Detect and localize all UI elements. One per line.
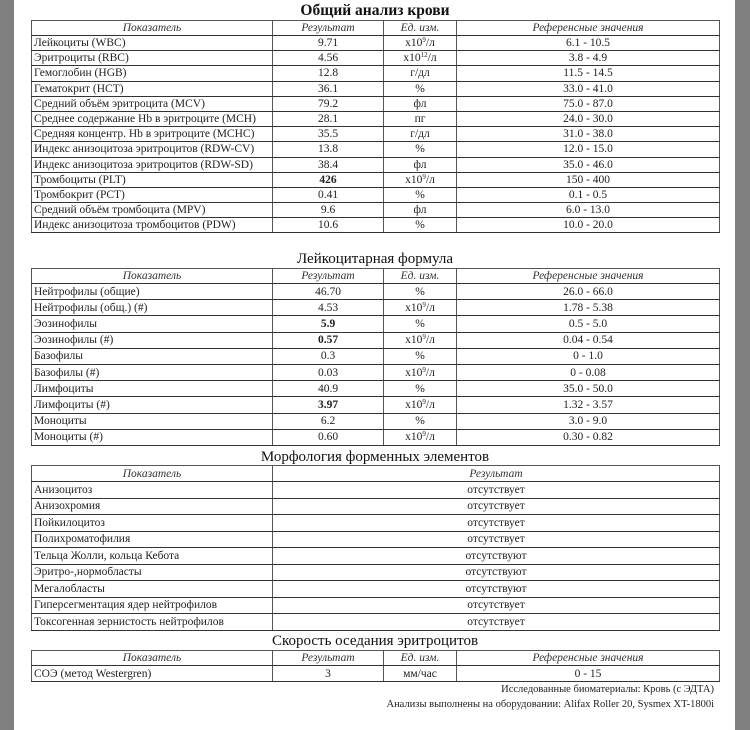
reference-range: 0 - 1.0 [457, 348, 720, 364]
reference-range: 3.8 - 4.9 [457, 51, 720, 66]
unit-cell [384, 172, 457, 187]
unit-base: x10 [405, 431, 423, 444]
morphology-table [31, 465, 720, 631]
unit-cell [384, 111, 457, 126]
unit-exponent: 9 [422, 333, 426, 342]
unit-cell [384, 203, 457, 218]
reference-range: 0.30 - 0.82 [457, 429, 720, 445]
unit-cell [384, 381, 457, 397]
indicator-name: Эритроциты (RBC) [32, 51, 273, 66]
unit-cell [384, 348, 457, 364]
unit-base: мм/час [403, 667, 437, 680]
unit-cell [384, 284, 457, 300]
unit-tail: /л [425, 398, 435, 411]
reference-range: 35.0 - 50.0 [457, 381, 720, 397]
unit-tail: /л [425, 37, 435, 50]
unit-cell [384, 332, 457, 348]
unit-base: фл [413, 204, 427, 217]
result-value: отсутствуют [273, 564, 720, 581]
table-row [32, 157, 720, 172]
unit-exponent: 9 [422, 430, 426, 439]
unit-cell [384, 300, 457, 316]
section-title-leukocyte-formula: Лейкоцитарная формула [296, 251, 454, 267]
unit-base: x10 [405, 37, 423, 50]
unit-base: фл [413, 97, 427, 110]
indicator-name: Средняя концентр. Hb в эритроците (MCHC) [32, 127, 273, 142]
unit-base: x10 [405, 398, 423, 411]
header-result: Результат [273, 21, 384, 36]
table-row [32, 381, 720, 397]
section-title-esr: Скорость оседания эритроцитов [271, 633, 479, 649]
header-unit: Ед. изм. [384, 651, 457, 666]
unit-exponent: 9 [422, 300, 426, 309]
indicator-name: Тромбокрит (PCT) [32, 187, 273, 202]
header-indicator: Показатель [32, 651, 273, 666]
result-value: 0.3 [273, 348, 384, 364]
footer-biomaterial: Исследованные биоматериалы: Кровь (с ЭДТА) [501, 684, 714, 695]
header-reference: Референсные значения [457, 269, 720, 284]
unit-cell [384, 81, 457, 96]
reference-range: 12.0 - 15.0 [457, 142, 720, 157]
unit-base: x10 [405, 334, 423, 347]
unit-tail: /л [425, 431, 435, 444]
header-reference: Референсные значения [457, 651, 720, 666]
table-row [32, 218, 720, 233]
table-row [32, 142, 720, 157]
result-value: 13.8 [273, 142, 384, 157]
header-indicator: Показатель [32, 21, 273, 36]
unit-base: % [415, 285, 425, 298]
result-value: 426 [273, 172, 384, 187]
header-result: Результат [273, 651, 384, 666]
indicator-name: Анизоцитоз [32, 482, 273, 499]
unit-base: % [415, 219, 425, 232]
indicator-name: Базофилы (#) [32, 364, 273, 380]
unit-base: г/дл [410, 128, 430, 141]
viewer-left-gutter [0, 0, 14, 730]
unit-tail: /л [427, 52, 437, 65]
unit-base: x10 [403, 52, 421, 65]
table-row [32, 614, 720, 631]
unit-cell [384, 96, 457, 111]
indicator-name: Гемоглобин (HGB) [32, 66, 273, 81]
table-row [32, 364, 720, 380]
table-row [32, 81, 720, 96]
unit-tail: /л [425, 173, 435, 186]
result-value: отсутствует [273, 498, 720, 515]
unit-base: г/дл [410, 67, 430, 80]
unit-cell [384, 397, 457, 413]
reference-range: 0 - 15 [457, 666, 720, 682]
unit-base: % [415, 350, 425, 363]
indicator-name: Токсогенная зернистость нейтрофилов [32, 614, 273, 631]
unit-tail: /л [425, 334, 435, 347]
table-row [32, 36, 720, 51]
reference-range: 0.04 - 0.54 [457, 332, 720, 348]
unit-base: % [415, 317, 425, 330]
indicator-name: Анизохромия [32, 498, 273, 515]
indicator-name: Полихроматофилия [32, 531, 273, 548]
indicator-name: Моноциты (#) [32, 429, 273, 445]
unit-cell [384, 666, 457, 682]
table-row [32, 284, 720, 300]
reference-range: 10.0 - 20.0 [457, 218, 720, 233]
unit-base: x10 [405, 173, 423, 186]
table-row [32, 515, 720, 532]
reference-range: 6.0 - 13.0 [457, 203, 720, 218]
unit-base: пг [414, 113, 426, 126]
unit-base: % [415, 382, 425, 395]
unit-cell [384, 36, 457, 51]
cbc-table [31, 20, 720, 233]
indicator-name: Индекс анизоцитоза эритроцитов (RDW-CV) [32, 142, 273, 157]
unit-cell [384, 316, 457, 332]
result-value: 9.71 [273, 36, 384, 51]
unit-base: % [415, 188, 425, 201]
result-value: 46.70 [273, 284, 384, 300]
viewer-right-gutter [735, 0, 750, 730]
result-value: 35.5 [273, 127, 384, 142]
table-row [32, 597, 720, 614]
reference-range: 11.5 - 14.5 [457, 66, 720, 81]
result-value: отсутствует [273, 597, 720, 614]
indicator-name: Нейтрофилы (общие) [32, 284, 273, 300]
table-header-row [32, 269, 720, 284]
header-result: Результат [273, 269, 384, 284]
unit-base: % [415, 143, 425, 156]
table-row [32, 51, 720, 66]
result-value: 0.57 [273, 332, 384, 348]
leukocyte-formula-table [31, 268, 720, 446]
table-row [32, 96, 720, 111]
reference-range: 150 - 400 [457, 172, 720, 187]
result-value: 3.97 [273, 397, 384, 413]
result-value: 0.41 [273, 187, 384, 202]
indicator-name: Лимфоциты (#) [32, 397, 273, 413]
table-row [32, 397, 720, 413]
reference-range: 31.0 - 38.0 [457, 127, 720, 142]
result-value: 38.4 [273, 157, 384, 172]
reference-range: 1.32 - 3.57 [457, 397, 720, 413]
table-row [32, 111, 720, 126]
esr-table [31, 650, 720, 682]
table-row [32, 429, 720, 445]
indicator-name: Пойкилоцитоз [32, 515, 273, 532]
indicator-name: Моноциты [32, 413, 273, 429]
unit-cell [384, 218, 457, 233]
result-value: 0.60 [273, 429, 384, 445]
indicator-name: Гиперсегментация ядер нейтрофилов [32, 597, 273, 614]
indicator-name: Индекс анизоцитоза тромбоцитов (PDW) [32, 218, 273, 233]
header-unit: Ед. изм. [384, 21, 457, 36]
result-value: 36.1 [273, 81, 384, 96]
header-indicator: Показатель [32, 269, 273, 284]
table-row [32, 66, 720, 81]
unit-exponent: 9 [422, 397, 426, 406]
result-value: отсутствуют [273, 581, 720, 598]
indicator-name: Средний объём тромбоцита (MPV) [32, 203, 273, 218]
result-value: 4.56 [273, 51, 384, 66]
unit-cell [384, 142, 457, 157]
table-row [32, 666, 720, 682]
reference-range: 24.0 - 30.0 [457, 111, 720, 126]
indicator-name: Нейтрофилы (общ.) (#) [32, 300, 273, 316]
result-value: 10.6 [273, 218, 384, 233]
result-value: 28.1 [273, 111, 384, 126]
unit-exponent: 9 [422, 172, 426, 181]
indicator-name: Базофилы [32, 348, 273, 364]
indicator-name: Эозинофилы (#) [32, 332, 273, 348]
unit-base: фл [413, 158, 427, 171]
header-result: Результат [273, 466, 720, 482]
unit-cell [384, 413, 457, 429]
table-header-row [32, 651, 720, 666]
result-value: 79.2 [273, 96, 384, 111]
table-row [32, 564, 720, 581]
unit-base: x10 [405, 366, 423, 379]
unit-exponent: 9 [422, 36, 426, 45]
header-reference: Референсные значения [457, 21, 720, 36]
section-title-cbc: Общий анализ крови [300, 2, 450, 19]
reference-range: 75.0 - 87.0 [457, 96, 720, 111]
indicator-name: Эритро-,нормобласты [32, 564, 273, 581]
result-value: 3 [273, 666, 384, 682]
reference-range: 0 - 0.08 [457, 364, 720, 380]
reference-range: 3.0 - 9.0 [457, 413, 720, 429]
indicator-name: Лейкоциты (WBC) [32, 36, 273, 51]
result-value: отсутствует [273, 614, 720, 631]
indicator-name: Индекс анизоцитоза эритроцитов (RDW-SD) [32, 157, 273, 172]
unit-tail: /л [425, 366, 435, 379]
result-value: 0.03 [273, 364, 384, 380]
header-unit: Ед. изм. [384, 269, 457, 284]
table-header-row [32, 466, 720, 482]
table-row [32, 316, 720, 332]
reference-range: 0.1 - 0.5 [457, 187, 720, 202]
table-row [32, 332, 720, 348]
section-title-morphology: Морфология форменных элементов [260, 449, 490, 465]
reference-range: 35.0 - 46.0 [457, 157, 720, 172]
result-value: 4.53 [273, 300, 384, 316]
reference-range: 33.0 - 41.0 [457, 81, 720, 96]
table-row [32, 187, 720, 202]
indicator-name: Тромбоциты (PLT) [32, 172, 273, 187]
table-row [32, 203, 720, 218]
table-row [32, 300, 720, 316]
unit-base: % [415, 82, 425, 95]
table-row [32, 498, 720, 515]
result-value: 9.6 [273, 203, 384, 218]
unit-cell [384, 127, 457, 142]
table-row [32, 348, 720, 364]
unit-cell [384, 51, 457, 66]
table-row [32, 581, 720, 598]
reference-range: 1.78 - 5.38 [457, 300, 720, 316]
indicator-name: Среднее содержание Hb в эритроците (MCH) [32, 111, 273, 126]
result-value: отсутствует [273, 515, 720, 532]
result-value: отсутствует [273, 482, 720, 499]
unit-tail: /л [425, 301, 435, 314]
indicator-name: Эозинофилы [32, 316, 273, 332]
unit-cell [384, 187, 457, 202]
result-value: отсутствует [273, 531, 720, 548]
table-row [32, 172, 720, 187]
unit-cell [384, 66, 457, 81]
unit-base: % [415, 415, 425, 428]
indicator-name: Средний объём эритроцита (MCV) [32, 96, 273, 111]
table-row [32, 548, 720, 565]
result-value: 6.2 [273, 413, 384, 429]
indicator-name: Лимфоциты [32, 381, 273, 397]
header-indicator: Показатель [32, 466, 273, 482]
table-row [32, 413, 720, 429]
table-row [32, 531, 720, 548]
unit-base: x10 [405, 301, 423, 314]
reference-range: 26.0 - 66.0 [457, 284, 720, 300]
result-value: 5.9 [273, 316, 384, 332]
indicator-name: Гематокрит (HCT) [32, 81, 273, 96]
result-value: отсутствуют [273, 548, 720, 565]
reference-range: 0.5 - 5.0 [457, 316, 720, 332]
result-value: 12.8 [273, 66, 384, 81]
unit-cell [384, 157, 457, 172]
unit-cell [384, 429, 457, 445]
unit-exponent: 12 [420, 51, 428, 60]
reference-range: 6.1 - 10.5 [457, 36, 720, 51]
result-value: 40.9 [273, 381, 384, 397]
indicator-name: СОЭ (метод Westergren) [32, 666, 273, 682]
table-header-row [32, 21, 720, 36]
table-row [32, 127, 720, 142]
unit-exponent: 9 [422, 365, 426, 374]
table-row [32, 482, 720, 499]
indicator-name: Тельца Жолли, кольца Кебота [32, 548, 273, 565]
indicator-name: Мегалобласты [32, 581, 273, 598]
unit-cell [384, 364, 457, 380]
footer-equipment: Анализы выполнены на оборудовании: Alifax Roller 20, Sysmex XT-1800i [386, 699, 714, 710]
